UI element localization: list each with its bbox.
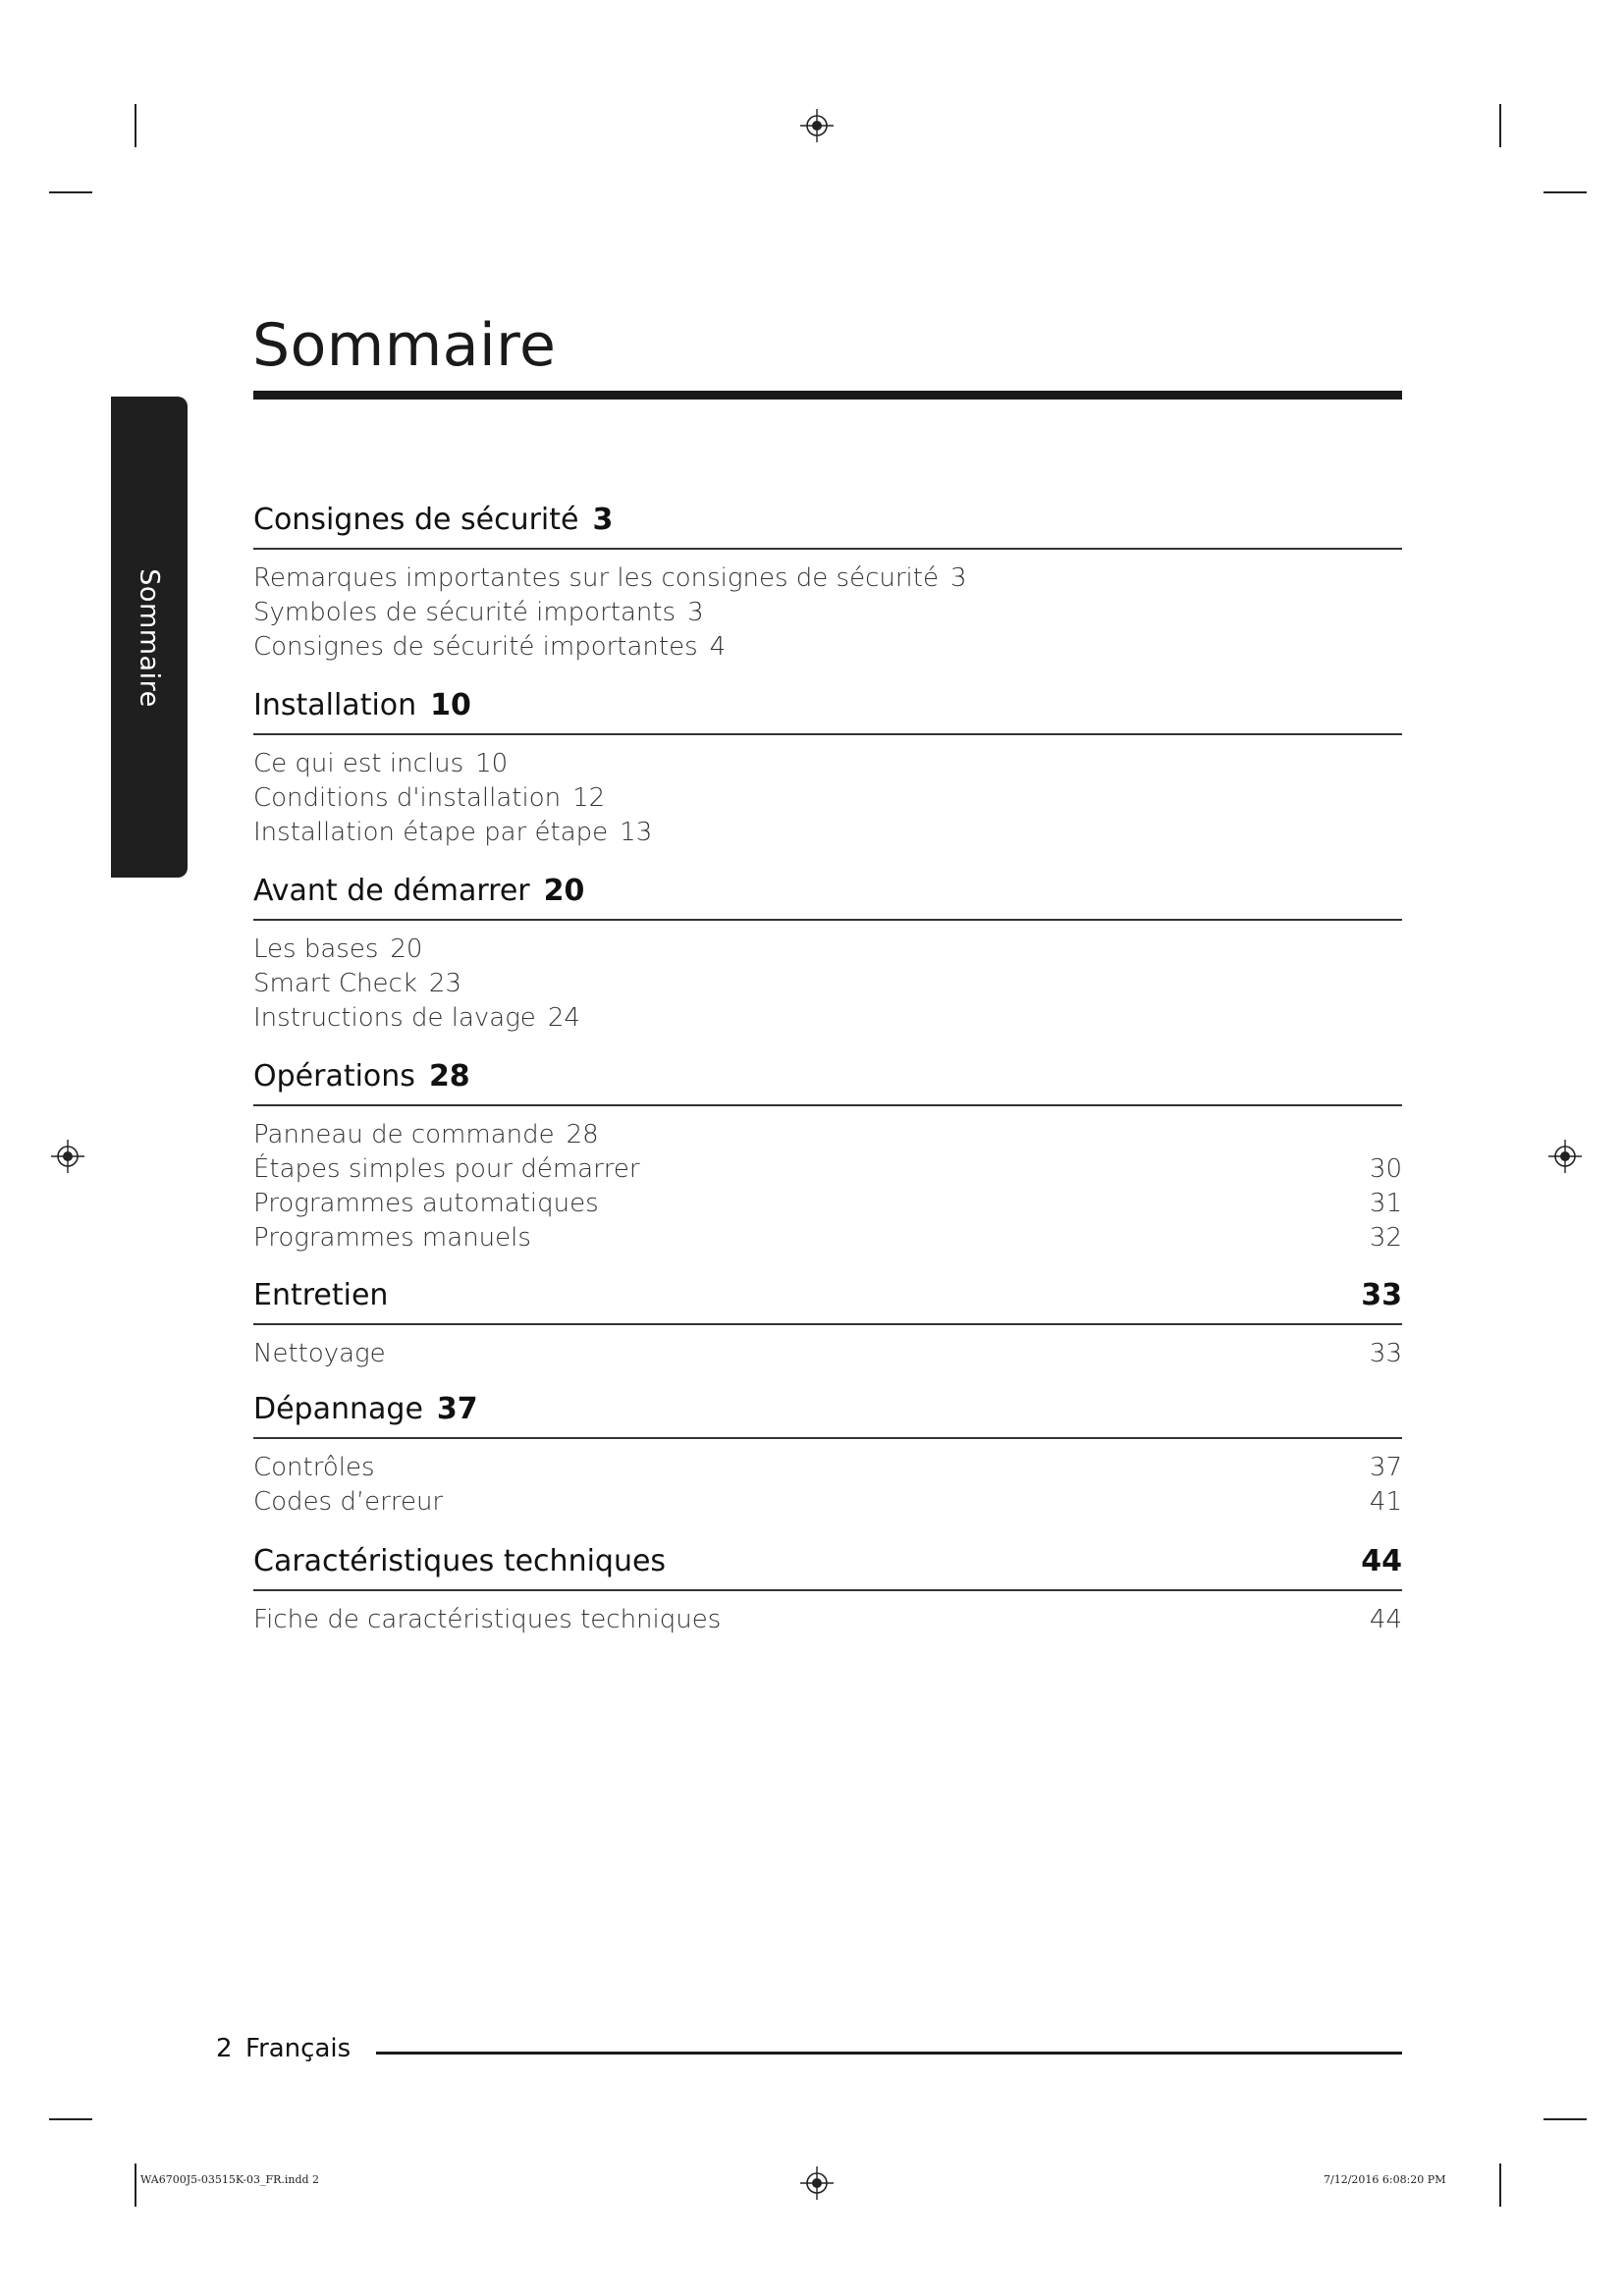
toc-item[interactable] [253,781,1402,816]
toc-item-page-number: 30 [1369,1154,1402,1184]
side-tab-label: Sommaire [134,568,165,708]
toc-item[interactable] [253,1485,1402,1520]
crop-mark [1499,2163,1501,2207]
toc-section-heading[interactable] [253,1540,1402,1583]
toc-item-label: Étapes simples pour démarrer [253,1154,640,1184]
toc-item-label: Contrôles [253,1453,375,1482]
registration-mark-icon [800,2166,834,2200]
toc-section-title: Installation [253,688,417,722]
slug-file: WA6700J5-03515K-03_FR.indd 2 [140,2173,320,2186]
toc-section-rule [253,1104,1402,1106]
toc-item-page-number: 10 [475,749,509,778]
crop-mark [49,2118,92,2120]
crop-mark [1543,2118,1587,2120]
toc-section-rule [253,1323,1402,1325]
toc-item-label: Ce qui est inclus [253,749,464,778]
toc-item-page-number: 31 [1369,1189,1402,1218]
toc-item[interactable] [253,1118,1402,1152]
crop-mark [1499,104,1501,147]
toc-item-label: Conditions d'installation [253,783,562,813]
toc-item-label: Panneau de commande [253,1120,555,1149]
toc-section-page-number: 44 [1361,1544,1402,1578]
toc-item-page-number: 13 [620,818,653,847]
toc-section-heading[interactable] [253,1055,1402,1098]
page-title: Sommaire [252,311,557,380]
toc-section-title: Avant de démarrer [253,874,530,908]
toc-item[interactable] [253,933,1402,967]
slug-datetime: 7/12/2016 6:08:20 PM [1324,2173,1446,2186]
footer-page-number: 2 [216,2034,233,2063]
toc-item-label: Programmes manuels [253,1223,531,1253]
crop-mark [49,191,92,193]
toc-item[interactable] [253,1152,1402,1187]
toc-section-title: Caractéristiques techniques [253,1544,667,1578]
footer-rule [376,2052,1402,2055]
toc-item-page-number: 3 [949,563,967,593]
toc-item-page-number: 4 [709,632,727,662]
toc-section-heading[interactable] [253,684,1402,727]
toc-section-page-number: 28 [428,1059,470,1094]
toc-item-label: Smart Check [253,969,417,998]
toc-section [253,1540,1402,1637]
toc-item-page-number: 28 [566,1120,599,1149]
toc-item[interactable] [253,1603,1402,1637]
toc-item-label: Fiche de caractéristiques techniques [253,1605,722,1634]
toc-item-page-number: 32 [1369,1223,1402,1253]
toc-section [253,870,1402,1036]
toc-item-page-number: 23 [428,969,461,998]
toc-item-label: Instructions de lavage [253,1003,536,1033]
toc-section-page-number: 3 [592,503,614,537]
registration-mark-icon [800,109,834,142]
toc-item[interactable] [253,816,1402,850]
toc-section-heading[interactable] [253,1388,1402,1431]
toc-item-label: Installation étape par étape [253,818,609,847]
toc-section-rule [253,548,1402,550]
toc-item-page-number: 44 [1369,1605,1402,1634]
toc-section-heading[interactable] [253,1274,1402,1317]
crop-mark [135,2163,136,2207]
toc-section [253,1388,1402,1520]
toc-section [253,1055,1402,1255]
toc-item[interactable] [253,1001,1402,1036]
toc-item-label: Programmes automatiques [253,1189,599,1218]
toc-item-page-number: 37 [1369,1453,1402,1482]
toc-section-page-number: 10 [430,688,471,722]
toc-item-label: Les bases [253,934,379,964]
toc-section-rule [253,919,1402,921]
toc-item[interactable] [253,596,1402,630]
toc-section-page-number: 33 [1361,1278,1402,1312]
toc-item-page-number: 12 [572,783,606,813]
toc-item-page-number: 33 [1369,1339,1402,1368]
toc-section-heading[interactable] [253,870,1402,913]
toc-section [253,684,1402,850]
toc-item[interactable] [253,747,1402,781]
toc-item[interactable] [253,1187,1402,1221]
toc-section-rule [253,1589,1402,1591]
toc-item[interactable] [253,967,1402,1001]
toc-item[interactable] [253,1337,1402,1371]
toc-item-label: Symboles de sécurité importants [253,598,677,627]
toc-section-rule [253,733,1402,735]
toc-item-page-number: 20 [390,934,423,964]
toc-item[interactable] [253,1221,1402,1255]
toc-item-label: Remarques importantes sur les consignes de sécurité [253,563,939,593]
toc-section-page-number: 37 [436,1392,478,1426]
toc-item[interactable] [253,630,1402,665]
registration-mark-icon [51,1140,84,1173]
registration-mark-icon [1548,1140,1582,1173]
toc-item-label: Consignes de sécurité importantes [253,632,698,662]
toc-section-rule [253,1437,1402,1439]
toc-section-title: Entretien [253,1278,389,1312]
toc-section-page-number: 20 [543,874,585,908]
toc-item[interactable] [253,1451,1402,1485]
toc-item-page-number: 24 [547,1003,580,1033]
toc-item[interactable] [253,561,1402,596]
toc-item-label: Codes d’erreur [253,1487,444,1517]
toc-section-title: Opérations [253,1059,415,1094]
footer-language: Français [245,2034,352,2063]
toc-item-label: Nettoyage [253,1339,386,1368]
title-rule [253,391,1402,400]
toc-item-page-number: 3 [687,598,704,627]
toc-item-page-number: 41 [1369,1487,1402,1517]
toc-section [253,1274,1402,1371]
crop-mark [135,104,136,147]
toc-section-title: Consignes de sécurité [253,503,579,537]
toc-section [253,499,1402,665]
toc-section-heading[interactable] [253,499,1402,542]
crop-mark [1543,191,1587,193]
toc-section-title: Dépannage [253,1392,423,1426]
